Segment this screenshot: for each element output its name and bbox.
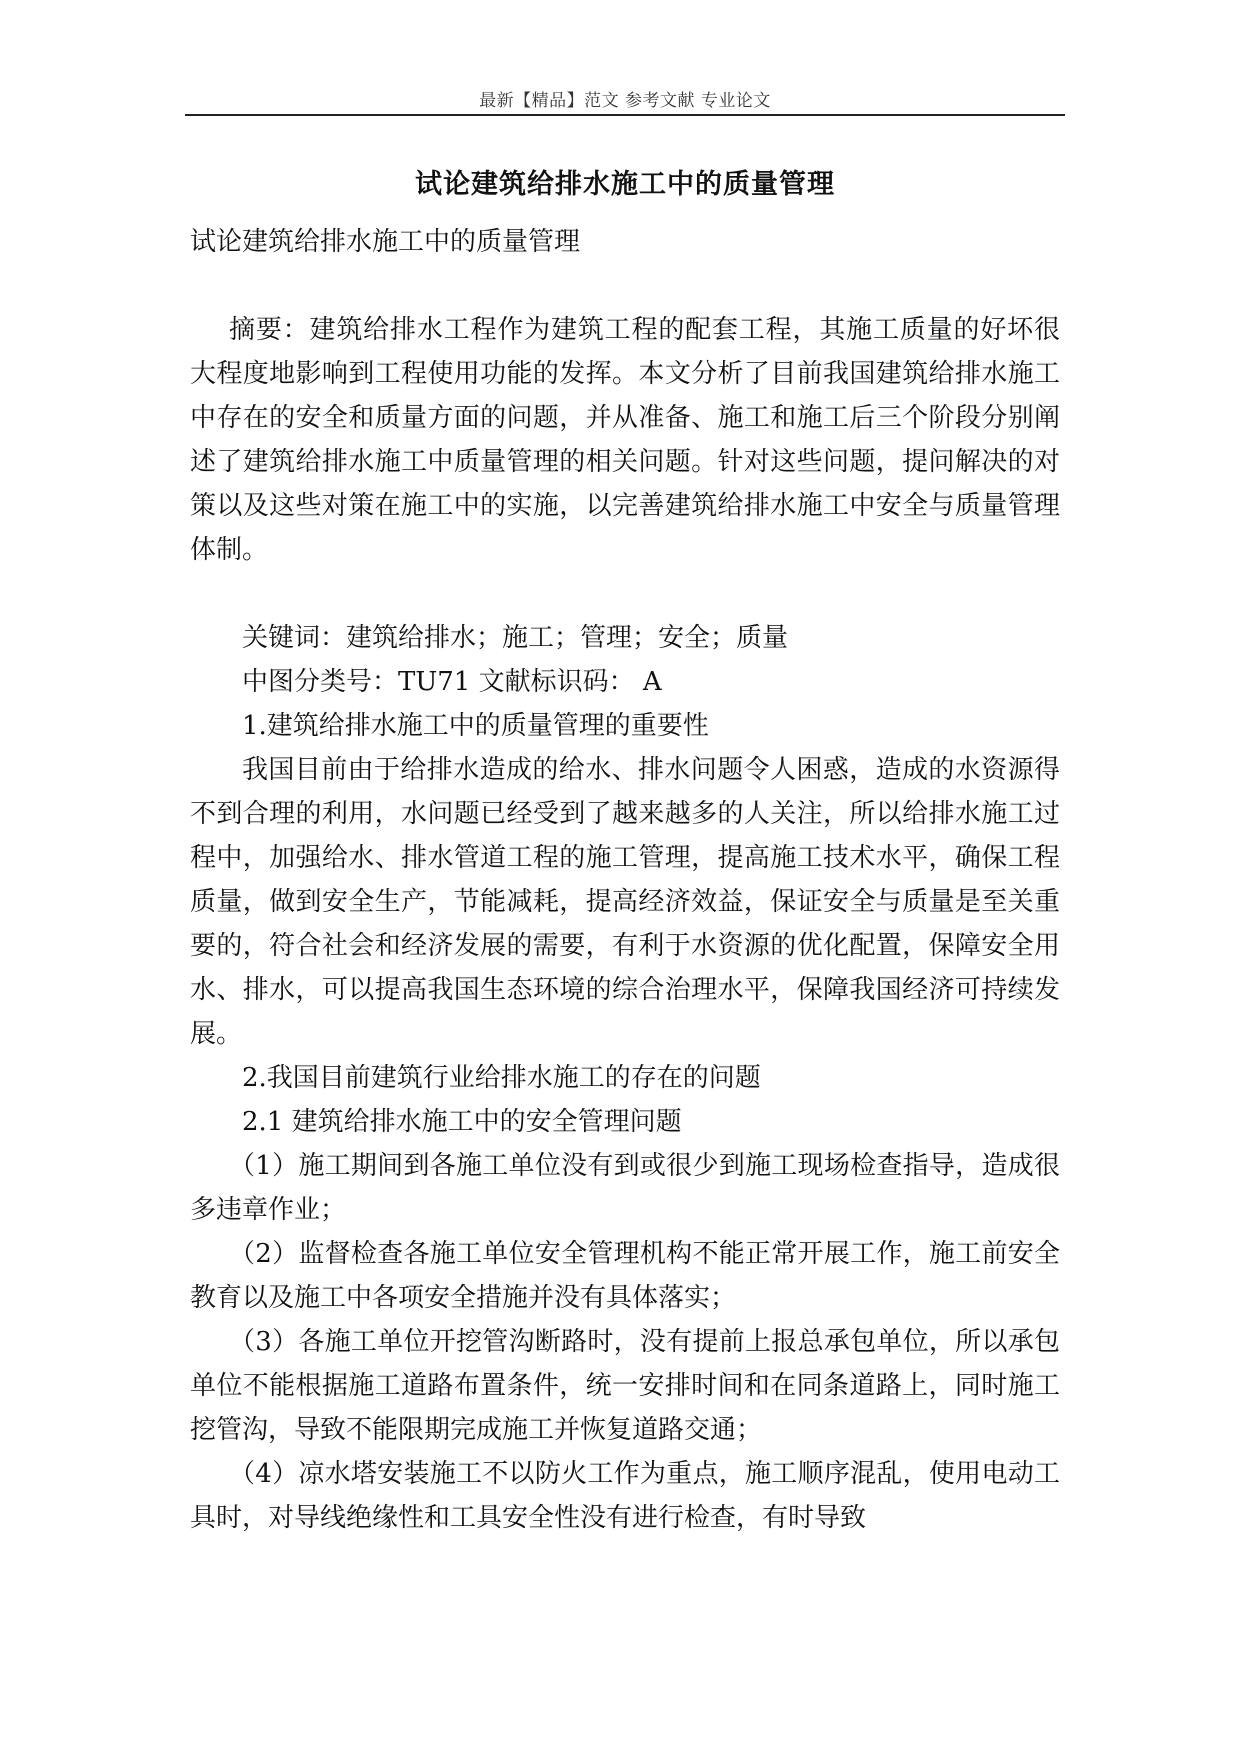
section-heading-2: 2.我国目前建筑行业给排水施工的存在的问题 xyxy=(242,1063,761,1093)
section-heading-2-1: 2.1 建筑给排水施工中的安全管理问题 xyxy=(242,1107,682,1137)
abstract-paragraph: 摘要：建筑给排水工程作为建筑工程的配套工程，其施工质量的好坏很大程度地影响到工程使用功能的发挥。本文分析了目前我国建筑给排水施工中存在的安全和质量方面的问题，并从准备、施工和施工后三个阶段分别阐述了建筑给排水施工中质量管理的相关问题。针对这些问题，提问解决的对策以及这些对策在施工中的实施，以完善建筑给排水施工中安全与质量管理体制。 xyxy=(190,315,1060,565)
document-body xyxy=(190,220,1060,1540)
list-item-1: （1）施工期间到各施工单位没有到或很少到施工现场检查指导，造成很多违章作业； xyxy=(190,1151,1060,1225)
list-item-4: （4）凉水塔安装施工不以防火工作为重点，施工顺序混乱，使用电动工具时，对导线绝缘性和工具安全性没有进行检查，有时导致 xyxy=(190,1459,1060,1533)
list-item-3: （3）各施工单位开挖管沟断路时，没有提前上报总承包单位，所以承包单位不能根据施工道路布置条件，统一安排时间和在同条道路上，同时施工挖管沟，导致不能限期完成施工并恢复道路交通； xyxy=(190,1327,1060,1445)
document-title: 试论建筑给排水施工中的质量管理 xyxy=(415,169,835,200)
keywords-line: 关键词：建筑给排水；施工；管理；安全；质量 xyxy=(242,623,789,653)
header-divider xyxy=(185,114,1065,116)
classification-line: 中图分类号：TU71 文献标识码： A xyxy=(242,667,662,697)
section-heading-1: 1.建筑给排水施工中的质量管理的重要性 xyxy=(242,711,709,741)
section-1-paragraph: 我国目前由于给排水造成的给水、排水问题令人困惑，造成的水资源得不到合理的利用，水问题已经受到了越来越多的人关注，所以给排水施工过程中，加强给水、排水管道工程的施工管理，提高施工技术水平，确保工程质量，做到安全生产，节能减耗，提高经济效益，保证安全与质量是至关重要的，符合社会和经济发展的需要，有利于水资源的优化配置，保障安全用水、排水，可以提高我国生态环境的综合治理水平，保障我国经济可持续发展。 xyxy=(190,755,1060,1049)
document-subtitle: 试论建筑给排水施工中的质量管理 xyxy=(190,227,581,257)
list-item-2: （2）监督检查各施工单位安全管理机构不能正常开展工作，施工前安全教育以及施工中各项安全措施并没有具体落实； xyxy=(190,1239,1060,1313)
page-header: 最新【精品】范文 参考文献 专业论文 xyxy=(479,91,771,111)
